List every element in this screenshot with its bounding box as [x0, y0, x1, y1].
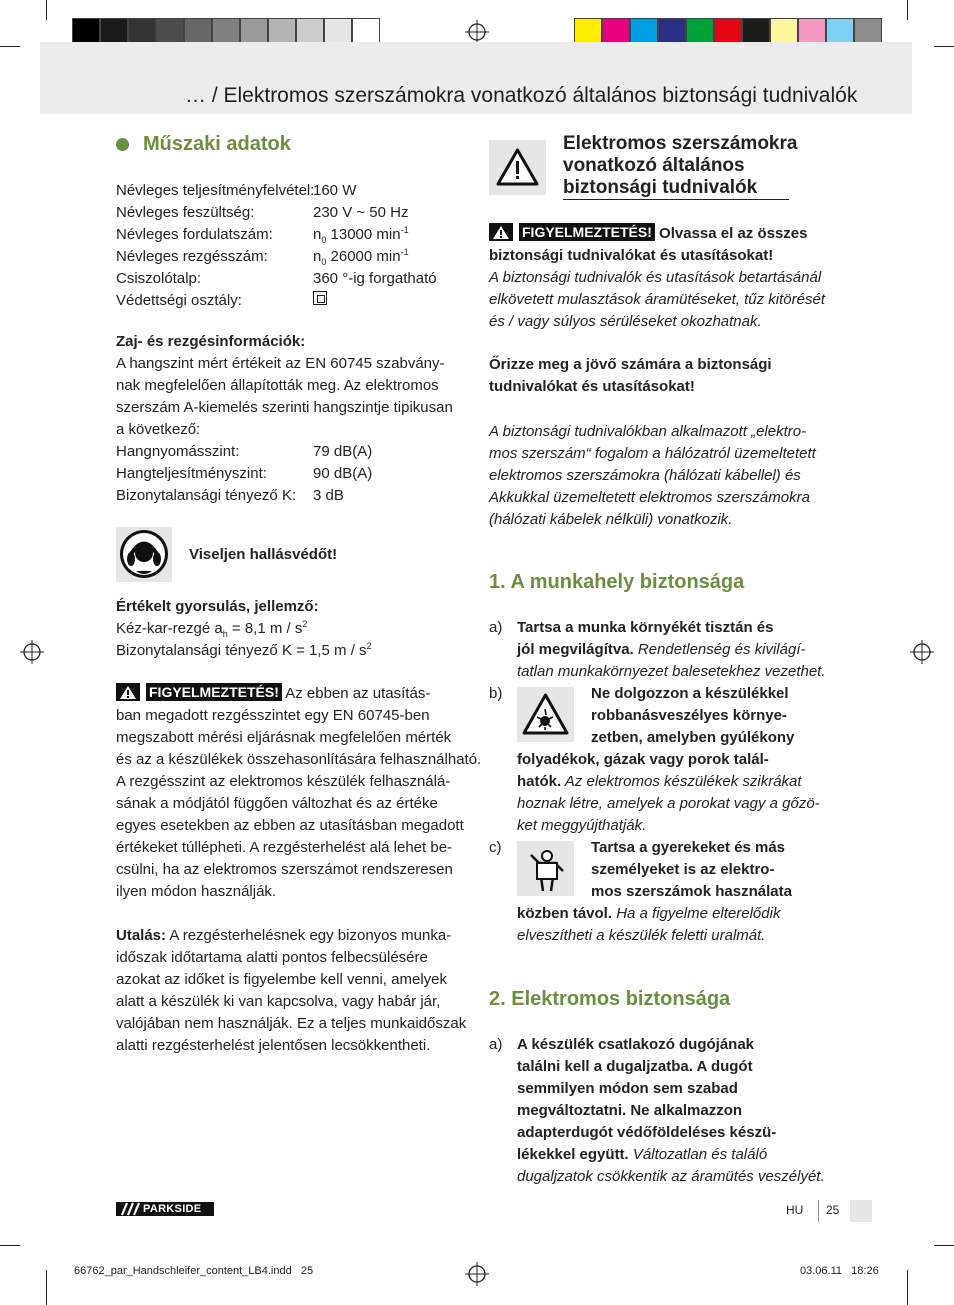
warning-italic-line: és / vagy súlyos sérüléseket okozhatnak.: [489, 313, 762, 330]
spec-value: 230 V ~ 50 Hz: [313, 204, 409, 221]
registration-mark-icon: [20, 640, 44, 664]
warning-badge: FIGYELMEZTETÉS!: [519, 223, 655, 241]
work-b-bold-line: robbanásveszélyes környe-: [591, 707, 787, 724]
item-label: a): [489, 619, 503, 636]
crop-mark: [46, 1270, 47, 1305]
bullet-icon: [116, 138, 129, 151]
print-date: 03.06.11 18:26: [800, 1265, 879, 1277]
protection-class-icon: [313, 291, 327, 305]
parkside-stripes-icon: [118, 1202, 144, 1216]
warning-italic-line: elkövetett mulasztások áramütéseket, tűz kitörését: [489, 291, 825, 308]
note-line: alatti rezgésterhelést jelentősen lecsökkentheti.: [116, 1037, 431, 1054]
safety-icon-box: [489, 140, 546, 195]
term-italic-line: (hálózati kábelek nélküli) vonatkozik.: [489, 511, 733, 528]
safety-heading-line: vonatkozó általános: [563, 155, 745, 176]
noise-value: 90 dB(A): [313, 465, 373, 482]
ear-protection-icon-box: [116, 527, 172, 582]
term-italic-line: elektromos szerszámokra (hálózati kábellel) és: [489, 467, 801, 484]
item-label: c): [489, 839, 502, 856]
section-heading-tech: Műszaki adatok: [143, 133, 291, 155]
noise-value: 3 dB: [313, 487, 344, 504]
spec-value: $n_0$ 13000 $\min^{-1}$: [313, 225, 409, 245]
noise-label: Bizonytalansági tényező K:: [116, 487, 297, 504]
crop-mark: [907, 0, 908, 20]
work-c-bold-line: mos szerszámok használata: [591, 883, 792, 900]
work-a-line-2: jól megvilágítva. Rendetlenség és kivilágí-: [517, 641, 806, 658]
noise-line: A hangszint mért értékeit az EN 60745 szabvány-: [116, 355, 445, 372]
work-b-bold-line: zetben, amelyben gyúlékony: [591, 729, 795, 746]
heading-underline: [563, 199, 789, 200]
crop-mark: [934, 1245, 954, 1246]
section-heading-work-area: 1. A munkahely biztonsága: [489, 571, 745, 593]
elec-a-line-6: lékekkel együtt. Változatlan és találó: [517, 1146, 768, 1163]
work-c-line-5: elveszítheti a készülék feletti uralmát.: [517, 927, 766, 944]
warning-line: ilyen módon használják.: [116, 883, 277, 900]
keep-bold-line: Őrizze meg a jövő számára a biztonsági: [489, 356, 772, 373]
work-b-bold-line: folyadékok, gázak vagy porok talál-: [517, 751, 769, 768]
work-c-line-4: közben távol. Ha a figyelme elterelődik: [517, 905, 781, 922]
safety-warning-first-line: FIGYELMEZTETÉS! Olvassa el az összes: [489, 223, 808, 245]
registration-mark-icon: [465, 20, 489, 44]
work-a-line-1: Tartsa a munka környékét tisztán és: [517, 619, 774, 636]
children-icon-box: [517, 841, 574, 896]
crop-mark: [46, 0, 47, 20]
spec-label: Védettségi osztály:: [116, 292, 242, 309]
item-label: b): [489, 685, 503, 702]
safety-heading-line: biztonsági tudnivalók: [563, 177, 758, 198]
warning-triangle-icon: [489, 223, 513, 241]
elec-a-line-7: dugaljzatok csökkentik az áramütés veszélyét.: [517, 1168, 825, 1185]
warning-triangle-icon: [489, 140, 546, 195]
crop-mark: [0, 46, 20, 47]
elec-a-bold-line: semmilyen módon sem szabad: [517, 1080, 738, 1097]
term-italic-line: A biztonsági tudnivalókban alkalmazott „elektro-: [489, 423, 807, 440]
keep-bold-line: tudnivalókat és utasításokat!: [489, 378, 695, 395]
safety-warning-second-line: biztonsági tudnivalókat és utasításokat!: [489, 247, 774, 264]
footer-gray-block: [850, 1200, 872, 1222]
accel-heading: Értékelt gyorsulás, jellemző:: [116, 598, 319, 615]
note-line: valójában nem használják. Ez a teljes munkaidőszak: [116, 1015, 467, 1032]
spec-value: $n_0$ 26000 $\min^{-1}$: [313, 247, 409, 267]
work-c-bold-line: személyeket is az elektro-: [591, 861, 775, 878]
warning-triangle-icon: [116, 683, 140, 701]
noise-label: Hangteljesítményszint:: [116, 465, 267, 482]
spec-label: Csiszolótalp:: [116, 270, 202, 287]
note-first-line: Utalás: A rezgésterhelésnek egy bizonyos munka-: [116, 927, 452, 944]
noise-line: nak megfelelően állapították meg. Az elektromos: [116, 377, 439, 394]
warning-italic-line: A biztonsági tudnivalók és utasítások betartásánál: [489, 269, 822, 286]
warning-line: ban megadott rezgésszintet egy EN 60745-ben: [116, 707, 430, 724]
term-italic-line: Akkukkal üzemeltetett elektromos szerszámokra: [489, 489, 810, 506]
registration-mark-icon: [465, 1262, 489, 1286]
note-line: azokat az időket is figyelembe kell venni, amelyek: [116, 971, 447, 988]
safety-heading: [563, 133, 797, 199]
spec-label: Névleges fordulatszám:: [116, 226, 273, 243]
language-code: HU: [786, 1203, 804, 1217]
brand-label: PARKSIDE: [143, 1203, 202, 1215]
crop-mark: [907, 1270, 908, 1305]
accel-line-1: Kéz-kar-rezgé $a_h = 8,1$ m / $s^2$: [116, 619, 308, 639]
warning-line: megszabott mérési eljárásnak megfelelően mérték: [116, 729, 452, 746]
note-line: időszak időtartama alatti pontos felbecsülésére: [116, 949, 428, 966]
elec-a-bold-line: adapterdugót védőföldeléses készü-: [517, 1124, 777, 1141]
spec-label: Névleges feszültség:: [116, 204, 255, 221]
spec-label: Névleges teljesítményfelvétel:: [116, 182, 315, 199]
spec-label: Névleges rezgésszám:: [116, 248, 268, 265]
explosion-hazard-icon: [517, 687, 574, 742]
section-heading-electrical: 2. Elektromos biztonsága: [489, 988, 731, 1010]
page-title: … / Elektromos szerszámokra vonatkozó általános biztonsági tudnivalók: [185, 84, 858, 107]
spec-value: 160 W: [313, 182, 357, 199]
note-line: alatt a készülék ki van kapcsolva, vagy habár jár,: [116, 993, 441, 1010]
noise-value: 79 dB(A): [313, 443, 373, 460]
elec-a-bold-line: A készülék csatlakozó dugójának: [517, 1036, 755, 1053]
noise-line: a következő:: [116, 421, 201, 438]
noise-line: szerszám A-kiemelés szerinti hangszintje tipikusan: [116, 399, 453, 416]
safety-heading-line: Elektromos szerszámokra: [563, 133, 798, 154]
registration-mark-icon: [910, 640, 934, 664]
warning-line: egyes esetekben az ebben az utasításban megadott: [116, 817, 464, 834]
item-label: a): [489, 1036, 503, 1053]
warning-line: A rezgésszint az elektromos készülék felhasználá-: [116, 773, 451, 790]
noise-label: Hangnyomásszint:: [116, 443, 240, 460]
work-b-italic-line: hoznak létre, amelyek a porokat vagy a gőzö-: [517, 795, 820, 812]
warning-line: és az a készülékek összehasonlítására felhasználható.: [116, 751, 482, 768]
explosion-icon-box: [517, 687, 574, 742]
page-number: 25: [826, 1203, 840, 1217]
noise-heading: Zaj- és rezgésinformációk:: [116, 333, 306, 350]
spec-value: 360 °-ig forgatható: [313, 270, 437, 287]
footer-divider: [818, 1200, 819, 1222]
parkside-logo: [116, 1202, 214, 1216]
warning-line: csülni, ha az elektromos szerszámot rendszeresen: [116, 861, 453, 878]
elec-a-bold-line: megváltoztatni. Ne alkalmazzon: [517, 1102, 743, 1119]
work-c-bold-line: Tartsa a gyerekeket és más: [591, 839, 786, 856]
keep-children-away-icon: [517, 841, 574, 896]
work-b-line-5: hatók. Az elektromos készülékek szikrákat: [517, 773, 802, 790]
elec-a-bold-line: találni kell a dugaljzatba. A dugót: [517, 1058, 753, 1075]
vibration-warning-first-line: FIGYELMEZTETÉS! Az ebben az utasítás-: [116, 683, 430, 705]
work-b-italic-line: ket meggyújthatják.: [517, 817, 647, 834]
ear-protection-text: Viseljen hallásvédőt!: [189, 546, 338, 563]
warning-badge: FIGYELMEZTETÉS!: [146, 683, 282, 701]
accel-line-2: Bizonytalansági tényező K = 1,5 m / $s^2$: [116, 641, 372, 659]
crop-mark: [934, 46, 954, 47]
warning-line: értékeket túllépheti. A rezgésterhelést alá lehet be-: [116, 839, 453, 856]
work-a-line-3: tatlan munkakörnyezet balesetekhez vezethet.: [517, 663, 826, 680]
work-b-bold-line: Ne dolgozzon a készülékkel: [591, 685, 789, 702]
file-info: 66762_par_Handschleifer_content_LB4.indd 25: [74, 1265, 314, 1277]
ear-protection-icon: [116, 527, 172, 582]
crop-mark: [0, 1245, 20, 1246]
warning-line: sának a módjától függően változhat és az értéke: [116, 795, 438, 812]
term-italic-line: mos szerszám“ fogalom a hálózatról üzemeltetett: [489, 445, 816, 462]
